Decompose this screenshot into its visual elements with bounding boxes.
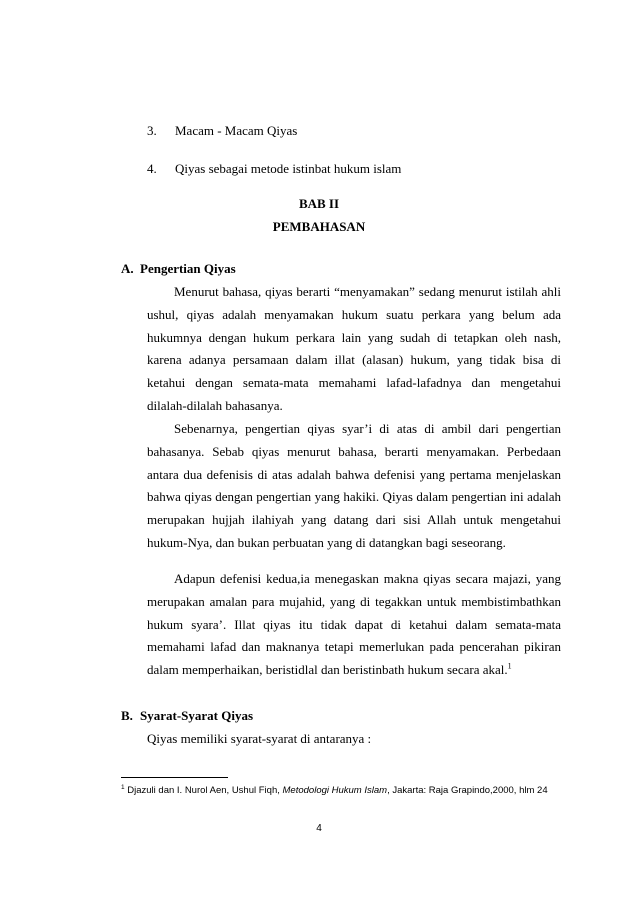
section-b-heading <box>121 708 253 724</box>
list-number: 3. <box>147 123 157 138</box>
footnote-book-title: Metodologi Hukum Islam <box>282 785 388 796</box>
chapter-number: BAB II <box>298 196 340 211</box>
footnote-divider <box>121 777 228 778</box>
list-text: Macam - Macam Qiyas <box>175 123 298 138</box>
section-a-title: Pengertian Qiyas <box>140 261 236 276</box>
paragraph <box>147 281 561 418</box>
chapter-title: PEMBAHASAN <box>272 219 366 234</box>
paragraph <box>147 418 561 555</box>
paragraph-text: Sebenarnya, pengertian qiyas syar’i di atas di ambil dari pengertian bahasanya. Sebab qiyas menurut bahasa, berarti menyamakan. Perbedaan antara dua defenisis di atas adalah bahwa defenisi yang pertama menjelaskan bahwa qiyas dengan pengertian yang hakiki. Qiyas dalam pengertian ini adalah merupakan hujjah ilahiyah yang datang dari sisi Allah untuk mengetahui hukum-Nya, dan bukan perbuatan yang di datangkan bagi seseorang. <box>147 421 561 550</box>
paragraph-text: Adapun defenisi kedua,ia menegaskan makna qiyas secara majazi, yang merupakan amalan para mujahid, yang di tegakkan untuk membistimbathkan hukum syara’. Illat qiyas itu tidak dapat di ketahui dalam semata-mata memahami lafad dan maknanya tetapi memerlukan pada pencerahan pikiran dalam memperhaikan, beristidlal dan beristinbath hukum secara akal. <box>147 571 561 678</box>
page-number: 4 <box>316 823 322 834</box>
section-b-letter: B. <box>121 708 133 723</box>
footnote-reference[interactable]: 1 <box>507 661 512 671</box>
paragraph <box>147 568 561 682</box>
footnote-mark: 1 <box>121 783 125 791</box>
list-number: 4. <box>147 161 157 176</box>
paragraph-text: Menurut bahasa, qiyas berarti “menyamakan” sedang menurut istilah ahli ushul, qiyas adalah menyamakan hukum suatu perkara yang belum ada hukumnya dengan hukum perkara lain yang sudah di tetapkan oleh nash, karena adanya persamaan dalam illat (alasan) hukum, yang tidak bisa di ketahui dengan semata-mata memahami lafad-lafadnya dan mengetahui dilalah-dilalah bahasanya. <box>147 284 561 413</box>
section-b-intro: Qiyas memiliki syarat-syarat di antaranya : <box>147 731 372 746</box>
footnote-text-before: Djazuli dan I. Nurol Aen, Ushul Fiqh, <box>127 785 283 796</box>
list-text: Qiyas sebagai metode istinbat hukum islam <box>175 161 402 176</box>
section-a-heading <box>121 261 236 277</box>
section-a-letter: A. <box>121 261 134 276</box>
footnote <box>121 782 563 800</box>
footnote-text-after: , Jakarta: Raja Grapindo,2000, hlm 24 <box>387 785 548 796</box>
section-b-title: Syarat-Syarat Qiyas <box>140 708 254 723</box>
